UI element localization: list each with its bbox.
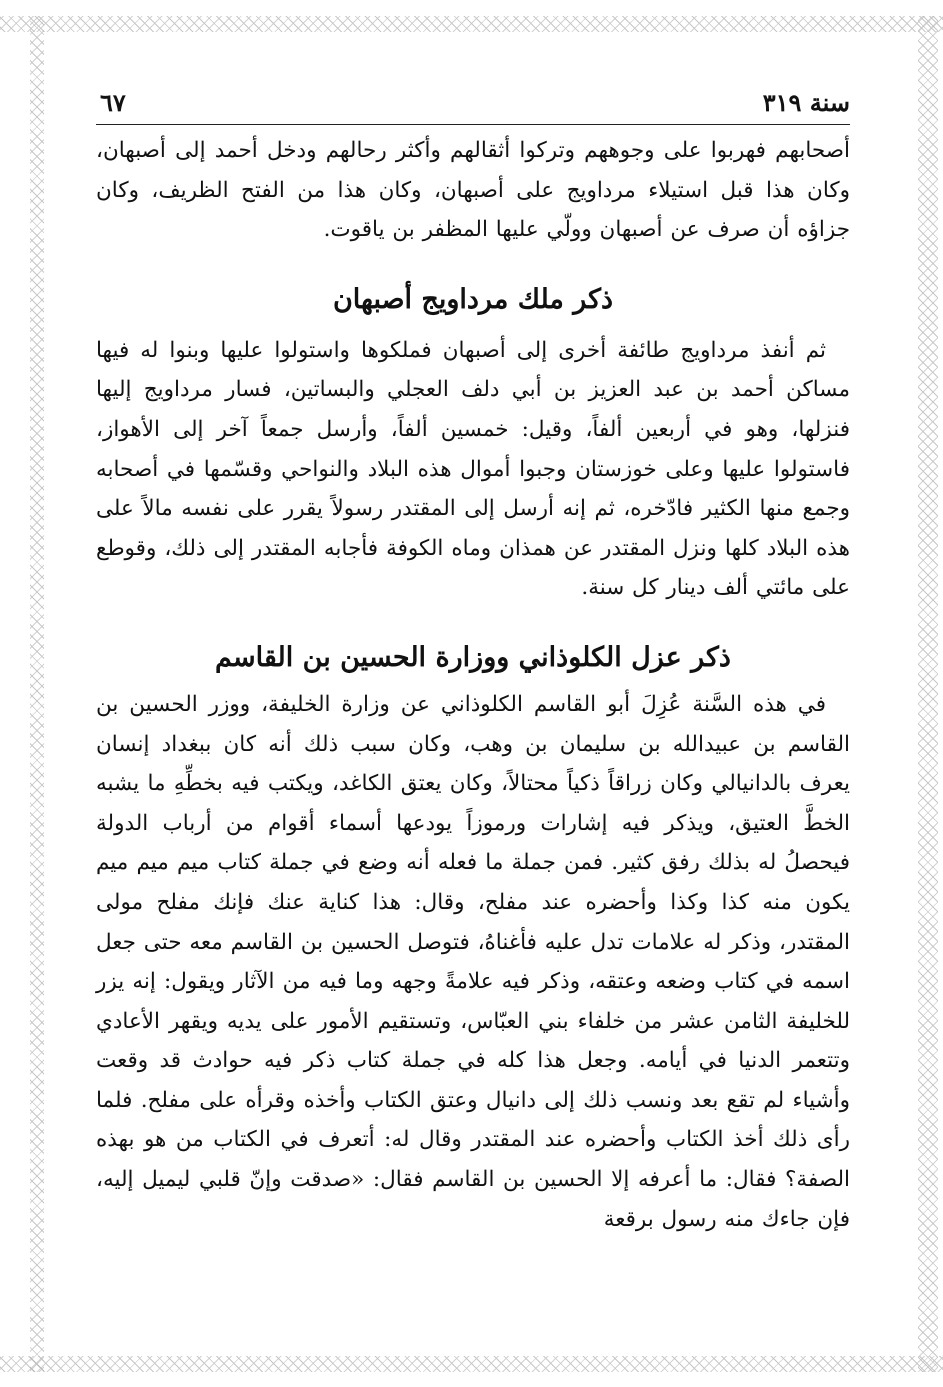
running-header [96,80,850,125]
section-body-kalwadhani: في هذه السَّنة عُزِلَ أبو القاسم الكلوذاني عن وزارة الخليفة، ووزر الحسين بن القاسم بن عبيدالله بن سليمان بن وهب، وكان سبب ذلك أنه كان ببغداد إنسان يعرف بالدانيالي وكان زراقاً ذكياً محتالاً، وكان يعتق الكاغد، ويكتب فيه بخطِّهِ ما يشبه الخطَّ العتيق، ويذكر فيه إشارات ورموزاً يودعها أسماء أقوام من أرباب الدولة فيحصلُ له بذلك رفق كثير. فمن جملة ما فعله أنه وضع في جملة كتاب ميم ميم ميم يكون منه كذا وكذا وأحضره عند مفلح، وقال: هذا كناية عنك فإنك مفلح مولى المقتدر، وذكر له علامات تدل عليه فأغناهُ، فتوصل الحسين بن القاسم معه حتى جعل اسمه في كتاب وضعه وعتقه، وذكر فيه علامةً وجهه وما فيه من الآثار ويقول: إنه يزر للخليفة الثامن عشر من خلفاء بني العبّاس، وتستقيم الأمور على يديه ويقهر الأعادي وتتعمر الدنيا في أيامه. وجعل هذا كله في جملة كتاب ذكر فيه حوادث قد وقعت وأشياء لم تقع بعد ونسب ذلك إلى دانيال وعتق الكتاب وأخذه وقرأه على مفلح. فلما رأى ذلك أخذ الكتاب وأحضره عند المقتدر وقال له: أتعرف في الكتاب من هو بهذه الصفة؟ فقال: ما أعرفه إلا الحسين بن القاسم فقال: «صدقت وإنّ قلبي ليميل إليه، فإن جاءك منه رسول برقعة [96,691,850,1232]
intro-paragraph: أصحابهم فهربوا على وجوههم وتركوا أثقالهم وأكثر رحالهم ودخل أحمد إلى أصبهان، وكان هذا قبل استيلاء مرداويج على أصبهان، وكان هذا من الفتح الظريف، وكان جزاؤه أن صرف عن أصبهان وولّي عليها المظفر بن ياقوت. [96,138,850,243]
page-number: ٦٧ [100,88,126,117]
page-border-right [918,16,938,1372]
page-border-top [0,16,943,32]
section-heading-mardawij: ذكر ملك مرداويج أصبهان [332,283,614,315]
book-page [96,80,850,1239]
running-header-year: سنة ٣١٩ [762,88,850,117]
page-border-bottom [0,1356,943,1372]
page-border-left [30,16,44,1372]
section-body-mardawij: ثم أنفذ مرداويج طائفة أخرى إلى أصبهان فملكوها واستولوا عليها وبنوا له فيها مساكن أحمد بن عبد العزيز بن أبي دلف العجلي والبساتين، فسار مرداويج إليها فنزلها، وهو في أربعين ألفاً، وقيل: خمسين ألفاً، وأرسل جمعاً آخر إلى الأهواز، فاستولوا عليها وعلى خوزستان وجبوا أموال هذه البلاد والنواحي وقسّمها في أصحابه وجمع منها الكثير فادّخره، ثم إنه أرسل إلى المقتدر رسولاً يقرر على نفسه مالاً على هذه البلاد كلها ونزل المقتدر عن همذان وماه الكوفة فأجابه المقتدر إلى ذلك، وقوطع على مائتي ألف دينار كل سنة. [96,337,850,601]
section-heading-kalwadhani: ذكر عزل الكلوذاني ووزارة الحسين بن القاسم [215,641,731,673]
